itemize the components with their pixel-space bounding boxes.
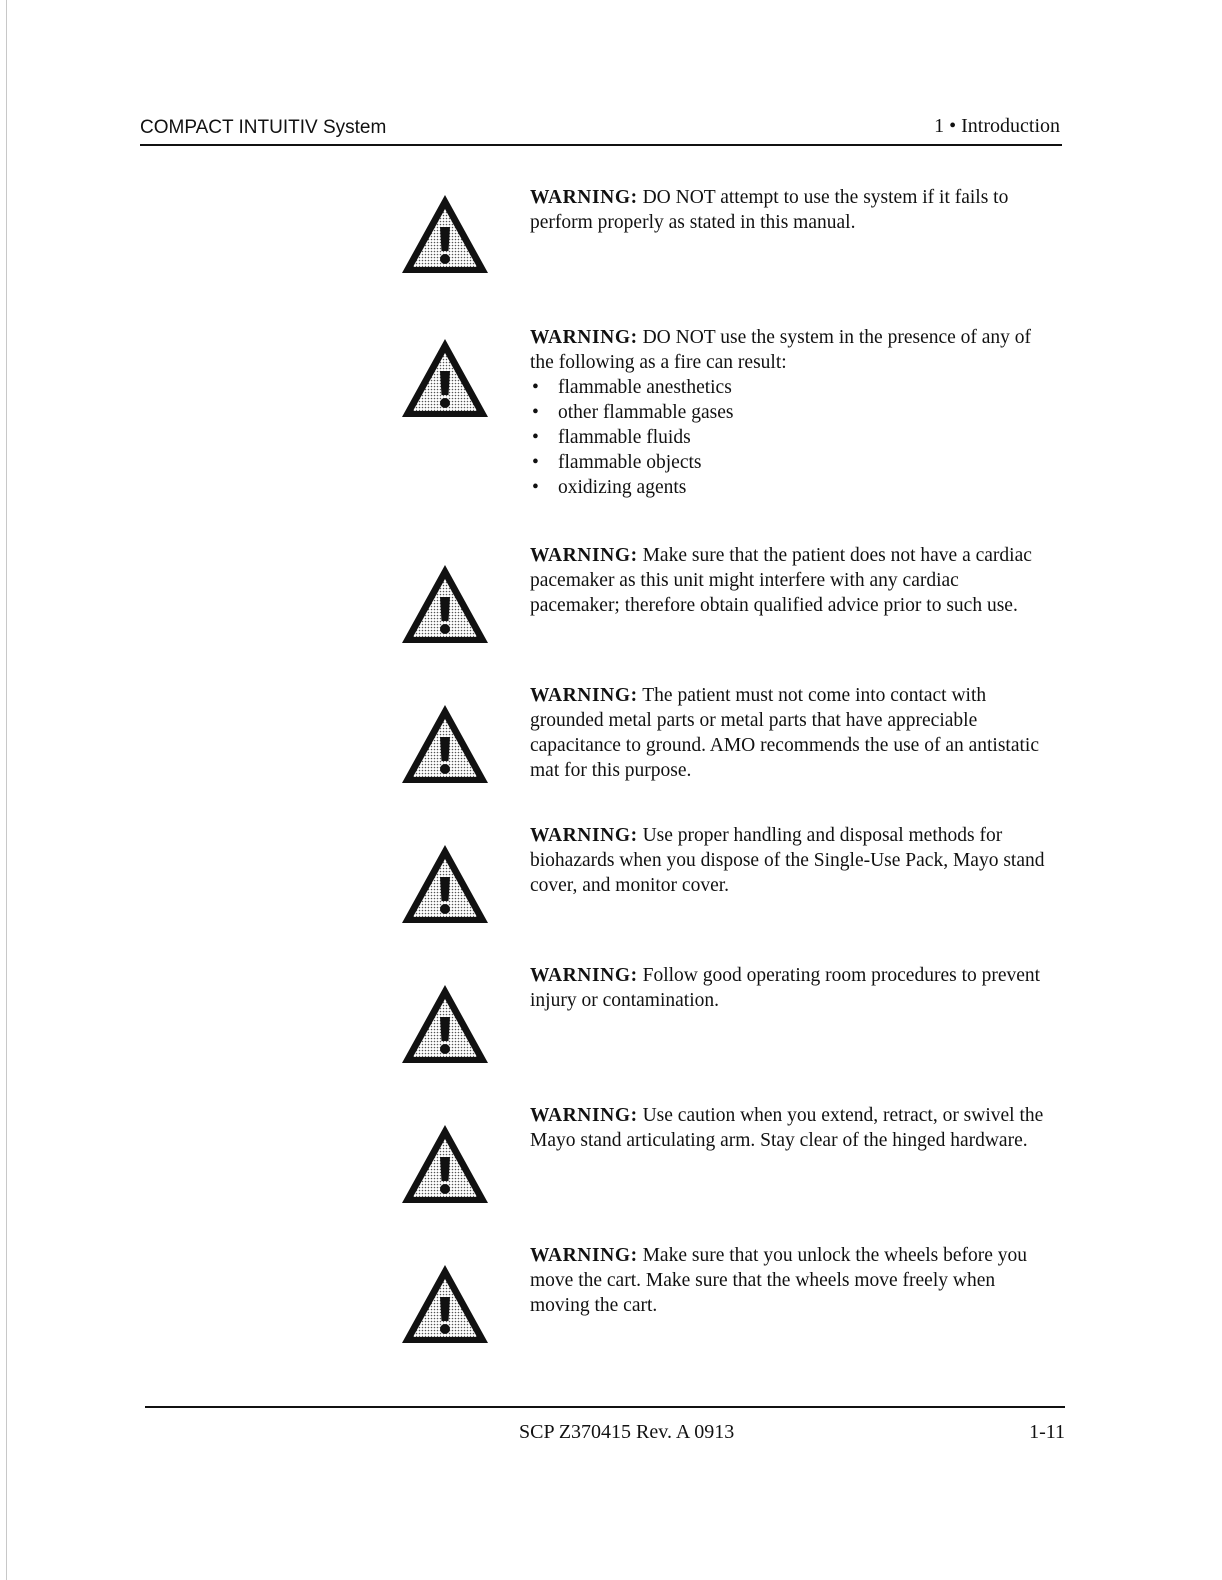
- list-item: • flammable objects: [532, 452, 702, 473]
- warning-text: [530, 185, 1050, 235]
- warning-text: [530, 823, 1050, 898]
- list-item: • flammable anesthetics: [532, 377, 732, 398]
- page-header: [140, 112, 1062, 146]
- warning-body: Use caution when you extend, retract, or swivel the Mayo stand articulating arm. Stay clear of the hinged hardware.: [530, 1105, 1044, 1151]
- document-id: SCP Z370415 Rev. A 0913: [519, 1421, 735, 1443]
- scan-edge-line: [6, 0, 7, 1580]
- list-item: • oxidizing agents: [532, 477, 687, 498]
- hazard-list: [530, 375, 1050, 500]
- warning-text: [530, 543, 1050, 618]
- warning-triangle-icon: [400, 193, 490, 275]
- warning-triangle-icon: [400, 1123, 490, 1205]
- warning-body: The patient must not come into contact with grounded metal parts or metal parts that have appreciable capacitance to ground. AMO recommends the use of an antistatic mat for this purpose.: [530, 685, 1039, 781]
- warning-label: WARNING:: [530, 965, 638, 986]
- page-number: 1-11: [1029, 1421, 1065, 1443]
- warning-body: Make sure that you unlock the wheels before you move the cart. Make sure that the wheels move freely when moving the cart.: [530, 1245, 1028, 1316]
- warning-body: Make sure that the patient does not have a cardiac pacemaker as this unit might interfere with any cardiac pacemaker; therefore obtain qualified advice prior to such use.: [530, 545, 1032, 616]
- warning-triangle-icon: [400, 703, 490, 785]
- warning-body: Follow good operating room procedures to prevent injury or contamination.: [530, 965, 1041, 1011]
- warning-text: [530, 1243, 1050, 1318]
- header-section: 1 • Introduction: [934, 115, 1060, 137]
- warning-text: [530, 683, 1050, 783]
- warning-label: WARNING:: [530, 825, 638, 846]
- warning-triangle-icon: [400, 337, 490, 419]
- page-footer: [145, 1406, 1065, 1443]
- warning-text: [530, 963, 1050, 1013]
- warning-triangle-icon: [400, 983, 490, 1065]
- warning-text: [530, 325, 1050, 500]
- warning-label: WARNING:: [530, 545, 638, 566]
- warning-body: DO NOT attempt to use the system if it fails to perform properly as stated in this manual.: [530, 187, 1009, 233]
- list-item: • flammable fluids: [532, 427, 691, 448]
- warning-label: WARNING:: [530, 685, 638, 706]
- warning-label: WARNING:: [530, 187, 638, 208]
- warning-label: WARNING:: [530, 327, 638, 348]
- list-item: • other flammable gases: [532, 402, 734, 423]
- warning-triangle-icon: [400, 843, 490, 925]
- header-title: COMPACT INTUITIV System: [140, 117, 387, 138]
- warning-body: DO NOT use the system in the presence of any of the following as a fire can result:: [530, 327, 1032, 373]
- warning-body: Use proper handling and disposal methods for biohazards when you dispose of the Single-Use Pack, Mayo stand cover, and monitor cover.: [530, 825, 1045, 896]
- warning-triangle-icon: [400, 1263, 490, 1345]
- warning-triangle-icon: [400, 563, 490, 645]
- warning-text: [530, 1103, 1050, 1153]
- warning-label: WARNING:: [530, 1105, 638, 1126]
- warning-label: WARNING:: [530, 1245, 638, 1266]
